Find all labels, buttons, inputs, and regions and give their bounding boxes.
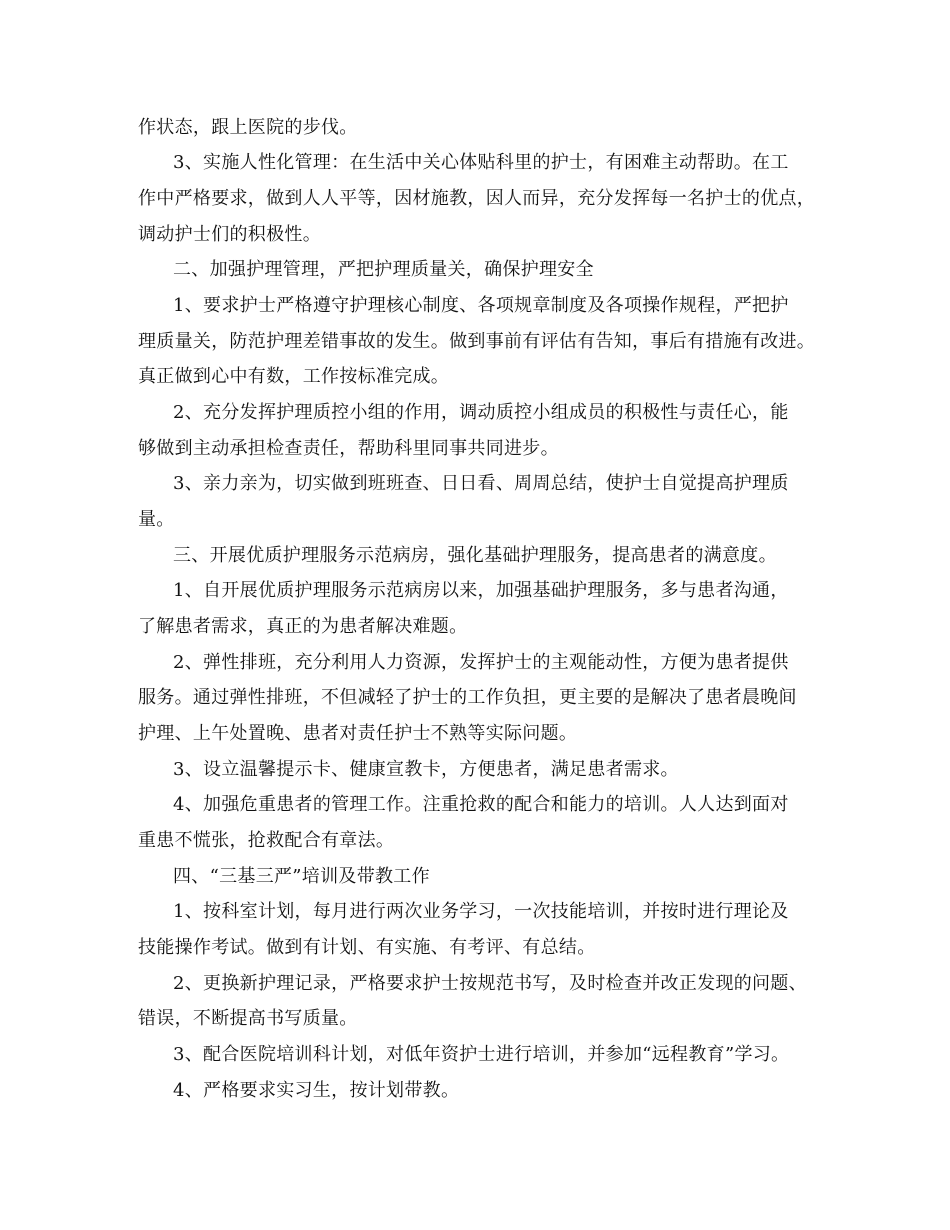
text-line: 调动护士们的积极性。 (138, 224, 321, 245)
text-line: 理质量关，防范护理差错事故的发生。做到事前有评估有告知，事后有措施有改进。 (138, 331, 816, 352)
text-line: 1、按科室计划，每月进行两次业务学习，一次技能培训，并按时进行理论及 (173, 901, 789, 922)
section-heading: 三、开展优质护理服务示范病房，强化基础护理服务，提高患者的满意度。 (173, 545, 777, 566)
text-line: 2、弹性排班，充分利用人力资源，发挥护士的主观能动性，方便为患者提供 (173, 652, 789, 673)
text-line: 真正做到心中有数，工作按标准完成。 (138, 366, 450, 387)
text-line: 2、更换新护理记录，严格要求护士按规范书写，及时检查并改正发现的问题、 (173, 973, 807, 994)
text-line: 服务。通过弹性排班，不但减轻了护士的工作负担，更主要的是解决了患者晨晚间 (138, 687, 797, 708)
text-line: 重患不慌张，抢救配合有章法。 (138, 830, 395, 851)
text-line: 作状态，跟上医院的步伐。 (138, 117, 358, 138)
text-line: 3、配合医院培训科计划，对低年资护士进行培训，并参加“远程教育”学习。 (173, 1044, 790, 1065)
text-line: 2、充分发挥护理质控小组的作用，调动质控小组成员的积极性与责任心，能 (173, 402, 789, 423)
text-line: 3、设立温馨提示卡、健康宣教卡，方便患者，满足患者需求。 (173, 759, 679, 780)
text-line: 够做到主动承担检查责任，帮助科里同事共同进步。 (138, 438, 559, 459)
section-heading: 二、加强护理管理，严把护理质量关，确保护理安全 (173, 259, 594, 280)
text-line: 4、严格要求实习生，按计划带教。 (173, 1080, 460, 1101)
text-line: 1、要求护士严格遵守护理核心制度、各项规章制度及各项操作规程，严把护 (173, 295, 789, 316)
text-line: 量。 (138, 509, 175, 530)
text-line: 4、加强危重患者的管理工作。注重抢救的配合和能力的培训。人人达到面对 (173, 794, 789, 815)
text-line: 了解患者需求，真正的为患者解决难题。 (138, 616, 468, 637)
text-line: 3、亲力亲为，切实做到班班查、日日看、周周总结，使护士自觉提高护理质 (173, 473, 789, 494)
text-line: 护理、上午处置晚、患者对责任护士不熟等实际问题。 (138, 723, 578, 744)
text-line: 作中严格要求，做到人人平等，因材施教，因人而异，充分发挥每一名护士的优点， (138, 188, 816, 209)
section-heading: 四、“三基三严”培训及带教工作 (173, 866, 430, 887)
text-line: 技能操作考试。做到有计划、有实施、有考评、有总结。 (138, 937, 596, 958)
text-line: 错误，不断提高书写质量。 (138, 1008, 358, 1029)
text-line: 3、实施人性化管理：在生活中关心体贴科里的护士，有困难主动帮助。在工 (173, 152, 789, 173)
text-line: 1、自开展优质护理服务示范病房以来，加强基础护理服务，多与患者沟通， (173, 580, 789, 601)
